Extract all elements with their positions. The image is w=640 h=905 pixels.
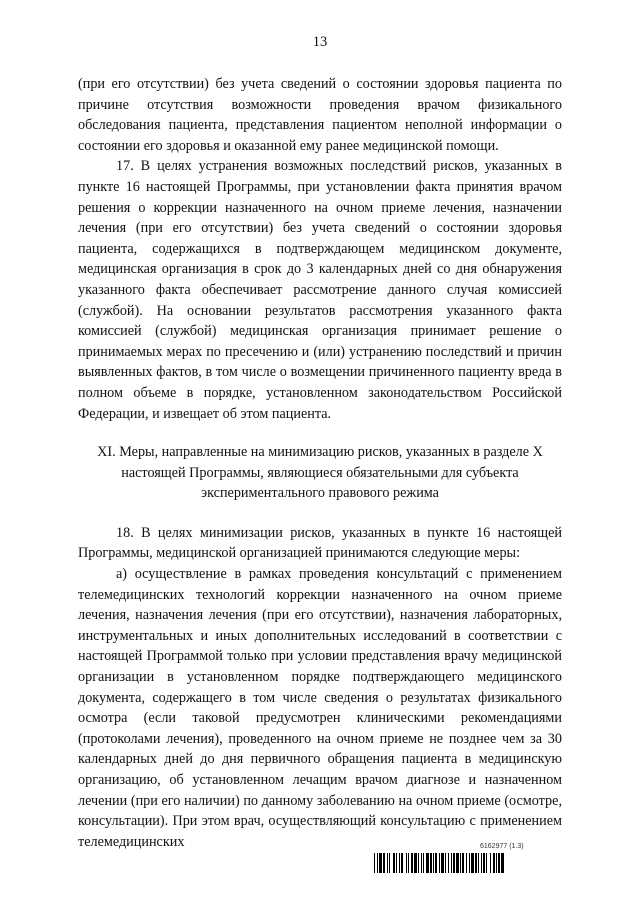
- paragraph-17: 17. В целях устранения возможных последствий рисков, указанных в пункте 16 настоящей Программы, при установлении факта принятия врачом решения о коррекции назначенного на очном приеме лечения, назначении лечения (при его отсутствии) без учета сведений о состоянии здоровья пациента, содержащихся в подтверждающем медицинском документе, медицинская организация в срок до 3 календарных дней со дня обнаружения указанного факта обеспечивает рассмотрение данного случая комиссией (службой). На основании результатов рассмотрения указанного факта комиссией (службой) медицинская организация принимает решение о принимаемых мерах по пресечению и (или) устранению последствий и причин выявленных фактов, в том числе о возмещении причиненного пациенту вреда в полном объеме в порядке, установленном законодательством Российской Федерации, и извещает об этом пациента.: [78, 158, 562, 422]
- paragraph-18-a: а) осуществление в рамках проведения консультаций с применением телемедицинских технологий коррекции назначенного на очном приеме лечения, назначения лечения (при его отсутствии), назначения лабораторных, инструментальных и иных дополнительных исследований в соответствии с настоящей Программой только при условии представления врачу медицинской организации в установленном порядке подтверждающего медицинского документа, содержащего в том числе сведения о результатах физикального осмотра (если таковой предусмотрен клиническими рекомендациями (протоколами лечения), проведенного на очном приеме не позднее чем за 30 календарных дней до дня первичного обращения пациента в медицинскую организацию, об установленном лечащим врачом диагнозе и назначенном лечении (при его наличии) по данному заболеванию на очном приеме (осмотре, консультации). При этом врач, осуществляющий консультацию с применением телемедицинских: [78, 566, 562, 850]
- page-number: 13: [312, 34, 328, 50]
- paragraph-18: 18. В целях минимизации рисков, указанных в пункте 16 настоящей Программы, медицинской организацией принимаются следующие меры:: [78, 524, 562, 562]
- document-body: [78, 74, 562, 852]
- document-code: 6162977 (1.3): [480, 843, 524, 850]
- section-heading: XI. Меры, направленные на минимизацию рисков, указанных в разделе X настоящей Программы, являющиеся обязательными для субъекта экспериментального правового режима: [97, 444, 543, 502]
- barcode-icon: [374, 853, 564, 873]
- paragraph-continuation: (при его отсутствии) без учета сведений о состоянии здоровья пациента по причине отсутствия возможности проведения врачом физикального обследования пациента, представления пациентом неполной информации о состоянии его здоровья и оказанной ему ранее медицинской помощи.: [78, 76, 562, 154]
